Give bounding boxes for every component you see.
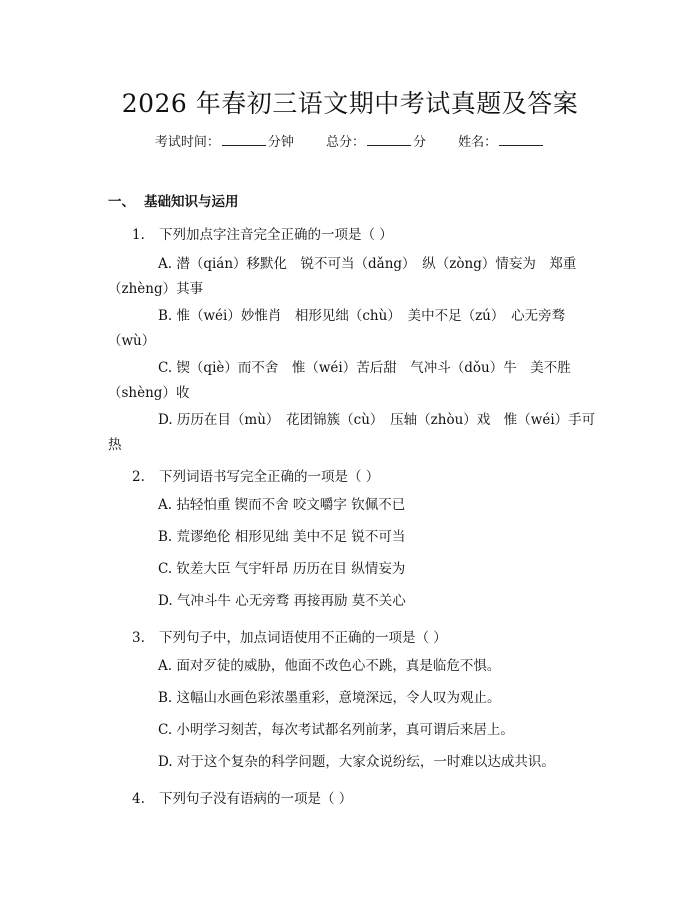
time-label: 考试时间：	[154, 135, 220, 150]
question-number: 2.	[132, 469, 145, 485]
question-number: 4.	[132, 791, 145, 807]
option-2d: D. 气冲斗牛 心无旁骛 再接再励 莫不关心	[158, 593, 406, 609]
option-1a: A. 潜（qián）移默化 锐不可当（dǎng） 纵（zòng）情妄为 郑重（zhèng）其事	[108, 256, 577, 297]
name-field	[458, 131, 545, 150]
option-1d: D. 历历在目（mù） 花团锦簇（cù） 压轴（zhòu）戏 惟（wéi）手可热	[108, 412, 596, 453]
exam-meta	[0, 131, 700, 150]
option-1b: B. 惟（wéi）妙惟肖 相形见绌（chù） 美中不足（zú） 心无旁骛（wù）	[108, 308, 566, 349]
question-stem: 下列词语书写完全正确的一项是（ ）	[159, 469, 380, 485]
question-number: 1.	[132, 227, 145, 243]
question-stem: 下列加点字注音完全正确的一项是（ ）	[159, 227, 393, 243]
score-field	[326, 131, 426, 150]
section-heading	[108, 190, 239, 210]
question-1	[132, 223, 393, 243]
score-blank[interactable]	[367, 135, 411, 146]
option-2a: A. 拈轻怕重 锲而不舍 咬文嚼字 钦佩不已	[158, 497, 406, 513]
question-stem: 下列句子没有语病的一项是（ ）	[159, 791, 353, 807]
question-2	[132, 465, 379, 485]
score-label: 总分：	[325, 135, 365, 150]
option-2c: C. 钦差大臣 气宇轩昂 历历在目 纵情妄为	[158, 561, 406, 577]
question-number: 3.	[132, 630, 145, 646]
name-label: 姓名：	[458, 135, 498, 150]
time-blank[interactable]	[222, 135, 266, 146]
score-unit: 分	[413, 135, 427, 150]
option-3a: A. 面对歹徒的威胁，他面不改色心不跳，真是临危不惧。	[158, 658, 501, 674]
time-unit: 分钟	[267, 135, 294, 150]
section-title: 基础知识与运用	[144, 194, 239, 210]
option-1c: C. 锲（qiè）而不舍 惟（wéi）苦后甜 气冲斗（dǒu）牛 美不胜（shèng）收	[108, 360, 571, 401]
section-number: 一、	[108, 194, 135, 210]
question-3	[132, 626, 447, 646]
exam-title: 2026 年春初三语文期中考试真题及答案	[121, 89, 579, 118]
time-field	[155, 131, 294, 150]
option-3d: D. 对于这个复杂的科学问题，大家众说纷纭，一时难以达成共识。	[158, 754, 555, 770]
option-2b: B. 荒谬绝伦 相形见绌 美中不足 锐不可当	[158, 529, 406, 545]
option-3c: C. 小明学习刻苦，每次考试都名列前茅，真可谓后来居上。	[158, 722, 514, 738]
name-blank[interactable]	[499, 135, 543, 146]
question-stem: 下列句子中，加点词语使用不正确的一项是（ ）	[159, 630, 447, 646]
option-3b: B. 这幅山水画色彩浓墨重彩，意境深远，令人叹为观止。	[158, 690, 501, 706]
question-4	[132, 787, 352, 807]
